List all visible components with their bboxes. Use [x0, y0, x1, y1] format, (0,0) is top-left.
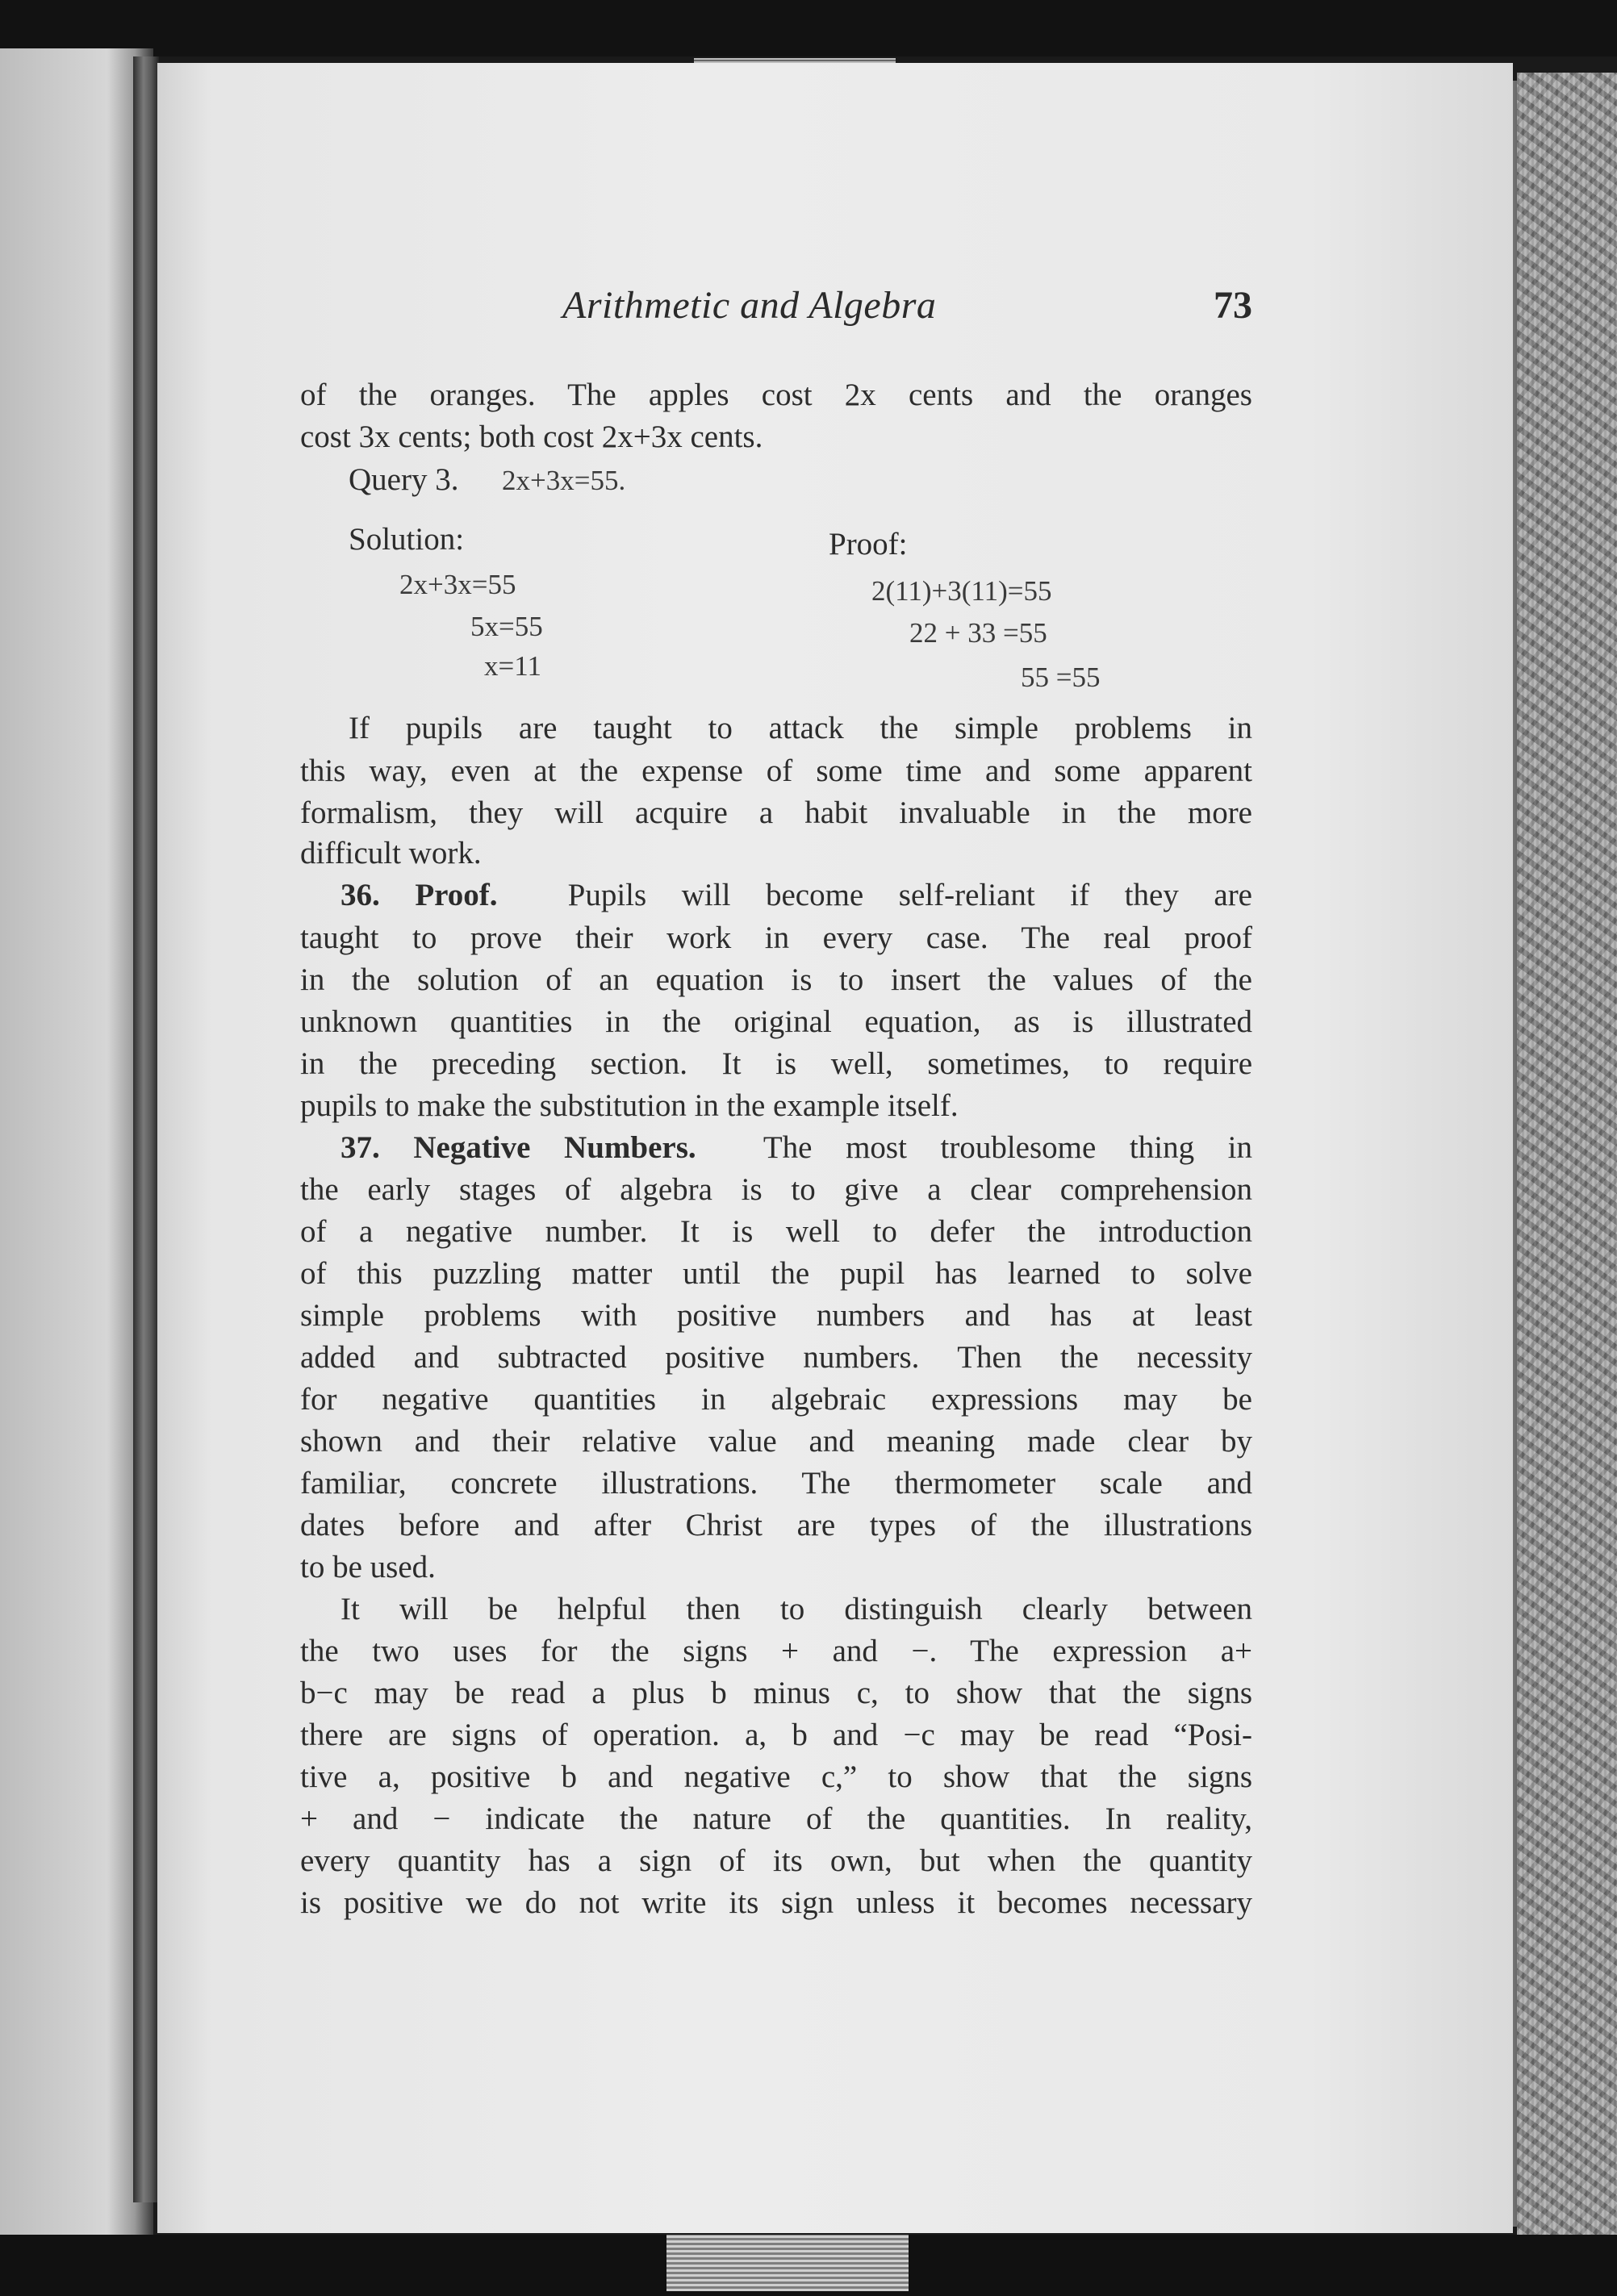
paragraph-line: b−c may be read a plus b minus c, to show that the signs	[300, 1676, 1252, 1710]
section-36-heading: 36. Proof.	[341, 878, 498, 912]
solution-label: Solution:	[349, 522, 465, 557]
paragraph-line: taught to prove their work in every case. The real proof	[300, 920, 1252, 955]
paragraph-line: every quantity has a sign of its own, but when the quantity	[300, 1843, 1252, 1878]
paragraph-line: dates before and after Christ are types of the illustrations	[300, 1508, 1252, 1542]
paragraph-line: added and subtracted positive numbers. Then the necessity	[300, 1340, 1252, 1375]
section-36-text: Pupils will become self-reliant if they are	[567, 878, 1252, 912]
book-fore-edge	[1517, 73, 1617, 2243]
proof-line: 22 + 33 =55	[909, 617, 1047, 649]
running-head: Arithmetic and Algebra	[562, 284, 937, 327]
solution-line: x=11	[484, 650, 541, 682]
paragraph-line: to be used.	[300, 1550, 436, 1584]
facing-page-edge	[0, 48, 153, 2259]
book-gutter	[133, 56, 159, 2202]
solution-line: 2x+3x=55	[399, 569, 516, 600]
query-label: Query 3.	[349, 462, 459, 497]
section-37-heading: 37. Negative Numbers.	[341, 1130, 696, 1165]
paragraph-line: in the preceding section. It is well, sometimes, to require	[300, 1046, 1252, 1081]
section-37-text: The most troublesome thing in	[763, 1130, 1253, 1165]
paragraph-line: for negative quantities in algebraic expressions may be	[300, 1382, 1252, 1417]
paragraph-line: in the solution of an equation is to insert the values of the	[300, 962, 1252, 997]
paragraph-line: this way, even at the expense of some time and some apparent	[300, 754, 1252, 788]
intro-line: cost 3x cents; both cost 2x+3x cents.	[300, 420, 763, 454]
paragraph-line: the two uses for the signs + and −. The expression a+	[300, 1634, 1252, 1668]
intro-line: of the oranges. The apples cost 2x cents and the oranges	[300, 378, 1252, 412]
paragraph-line: there are signs of operation. a, b and −c may be read “Posi-	[300, 1718, 1252, 1752]
paragraph-line: formalism, they will acquire a habit invaluable in the more	[300, 795, 1252, 830]
proof-line: 55 =55	[1021, 662, 1101, 693]
paragraph-line: difficult work.	[300, 836, 482, 870]
section-36-first-line	[300, 879, 1252, 911]
paragraph-line: If pupils are taught to attack the simple problems in	[349, 711, 1252, 745]
solution-line: 5x=55	[470, 611, 543, 642]
proof-line: 2(11)+3(11)=55	[871, 575, 1052, 607]
paragraph-line: unknown quantities in the original equation, as is illustrated	[300, 1004, 1252, 1039]
page-stack-bottom	[666, 2235, 909, 2291]
paragraph-line: familiar, concrete illustrations. The thermometer scale and	[300, 1466, 1252, 1501]
paragraph-line: It will be helpful then to distinguish clearly between	[341, 1592, 1252, 1626]
proof-label: Proof:	[829, 527, 908, 561]
paragraph-line: + and − indicate the nature of the quantities. In reality,	[300, 1801, 1252, 1836]
section-37-first-line	[300, 1132, 1252, 1163]
page-number: 73	[1214, 284, 1252, 327]
paragraph-line: the early stages of algebra is to give a clear comprehension	[300, 1172, 1252, 1207]
paragraph-line: pupils to make the substitution in the example itself.	[300, 1088, 959, 1123]
paragraph-line: simple problems with positive numbers and has at least	[300, 1298, 1252, 1333]
paragraph-line: is positive we do not write its sign unless it becomes necessary	[300, 1885, 1252, 1920]
scan-background-top	[0, 0, 1617, 56]
paragraph-line: of a negative number. It is well to defer the introduction	[300, 1214, 1252, 1249]
paragraph-line: tive a, positive b and negative c,” to show that the signs	[300, 1760, 1252, 1794]
paragraph-line: of this puzzling matter until the pupil has learned to solve	[300, 1256, 1252, 1291]
paragraph-line: shown and their relative value and meaning made clear by	[300, 1424, 1252, 1459]
query-equation: 2x+3x=55.	[502, 465, 626, 496]
